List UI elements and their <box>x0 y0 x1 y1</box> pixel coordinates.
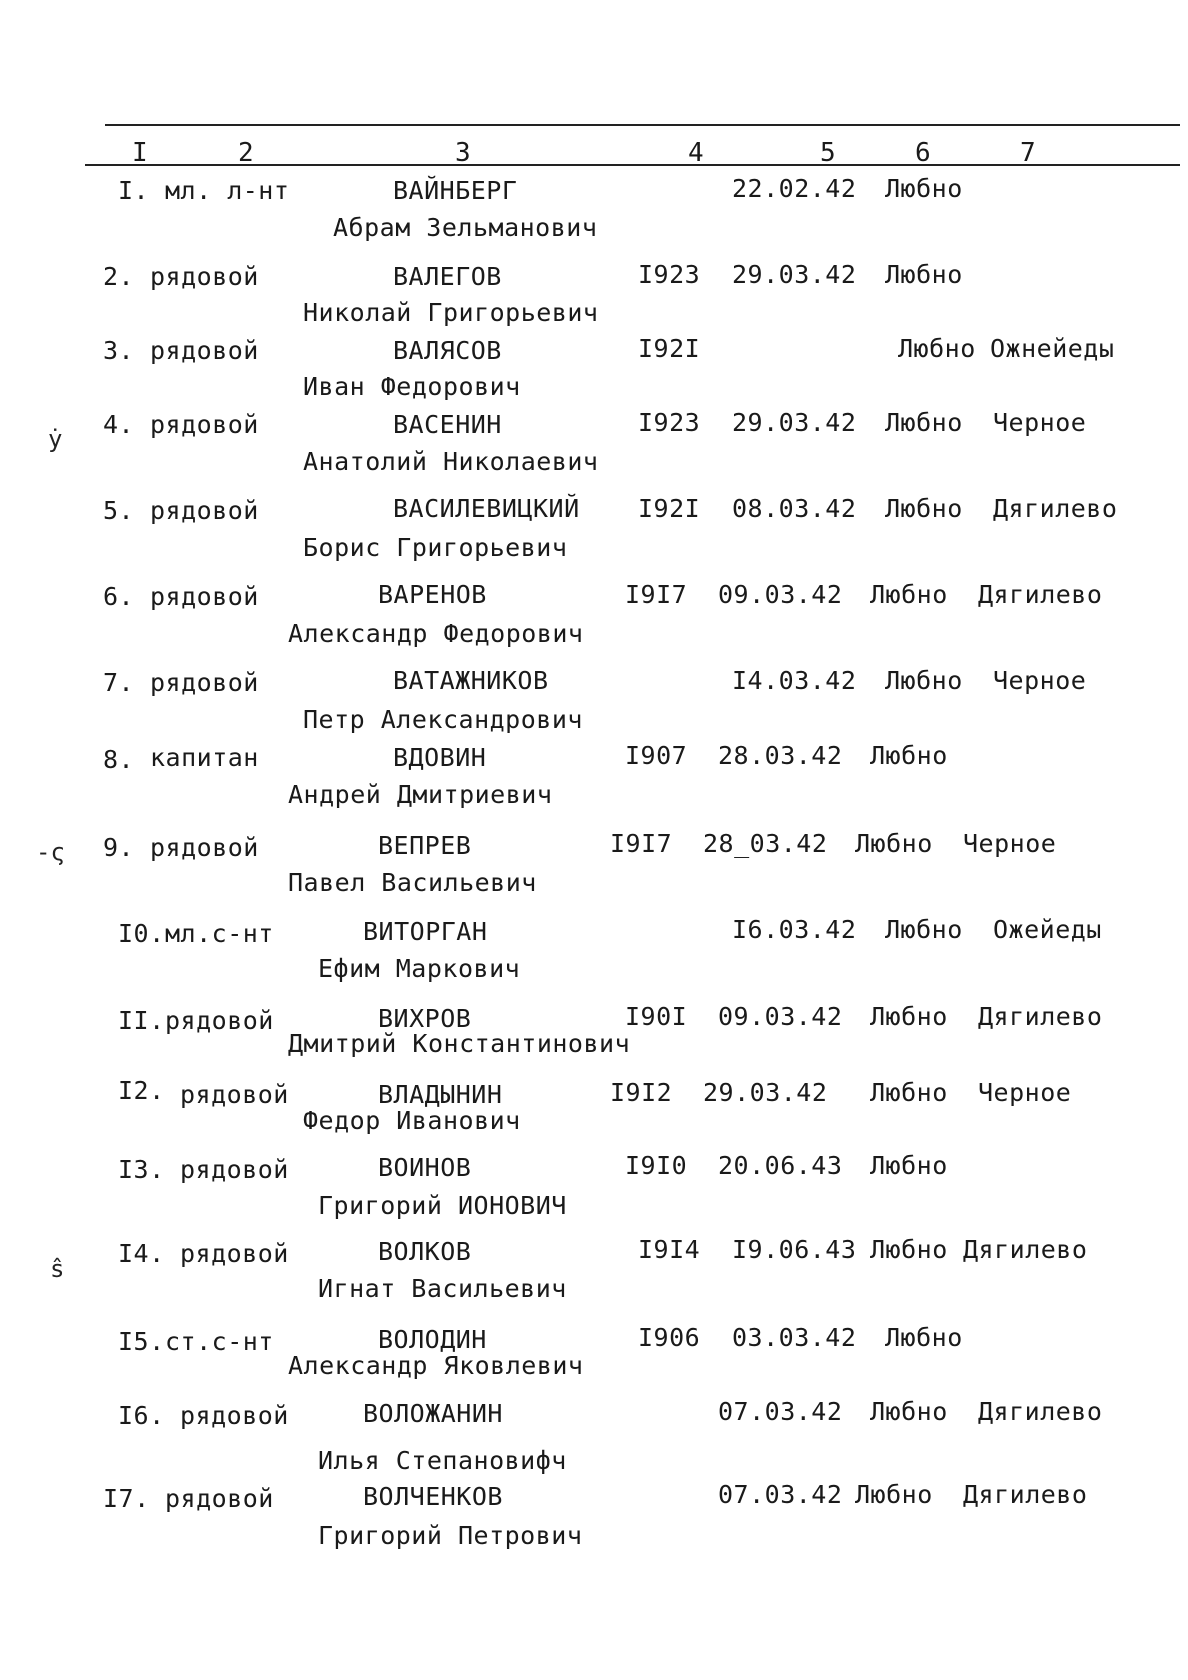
row-rank: рядовой <box>180 1239 289 1268</box>
row-number: I3. <box>118 1155 165 1184</box>
row-surname: ВАТАЖНИКОВ <box>393 666 549 695</box>
row-given-name: Абрам Зельманович <box>333 213 598 242</box>
row-rank: рядовой <box>150 496 259 525</box>
row-place: Любно <box>870 741 948 770</box>
row-given-name: Александр Федорович <box>288 619 584 648</box>
row-number: 4. <box>103 410 135 439</box>
column-header-6: 6 <box>915 138 931 168</box>
row-year: I92I <box>638 334 701 363</box>
column-header-7: 7 <box>1020 138 1036 168</box>
row-date: 03.03.42 <box>732 1323 857 1352</box>
row-date: I4.03.42 <box>732 666 857 695</box>
row-rank: рядовой <box>150 336 259 365</box>
row-rank: рядовой <box>180 1155 289 1184</box>
row-date: 29.03.42 <box>732 408 857 437</box>
row-surname: ВОЛКОВ <box>378 1237 472 1266</box>
row-year: I907 <box>625 741 688 770</box>
row-burial: Дягилево <box>963 1235 1088 1264</box>
row-number: 3. <box>103 336 135 365</box>
row-given-name: Ефим Маркович <box>318 954 521 983</box>
column-header-3: 3 <box>455 138 471 168</box>
row-burial: Черное <box>993 666 1087 695</box>
row-place: Любно <box>885 408 963 437</box>
row-date: I9.06.43 <box>732 1235 857 1264</box>
row-number: 9. <box>103 833 135 862</box>
margin-mark: ŝ <box>50 1255 65 1283</box>
row-date: 09.03.42 <box>718 580 843 609</box>
margin-mark: -ς <box>36 838 65 866</box>
row-rank: рядовой <box>150 833 259 862</box>
row-place: Любно <box>870 1002 948 1031</box>
row-surname: ВАЛЯСОВ <box>393 336 502 365</box>
row-given-name: Павел Васильевич <box>288 868 537 897</box>
row-date: 28.03.42 <box>718 741 843 770</box>
row-number: 5. <box>103 496 135 525</box>
row-rank: рядовой <box>165 1484 274 1513</box>
row-rank: мл. л-нт <box>165 176 290 205</box>
row-date: 29.03.42 <box>703 1078 828 1107</box>
row-year: I9I4 <box>638 1235 701 1264</box>
row-rank: рядовой <box>180 1080 289 1109</box>
row-date: 08.03.42 <box>732 494 857 523</box>
row-surname: ВДОВИН <box>393 743 487 772</box>
row-number: I7. <box>103 1484 150 1513</box>
row-number: II. <box>118 1006 165 1035</box>
row-year: I906 <box>638 1323 701 1352</box>
row-burial: Дягилево <box>978 1002 1103 1031</box>
column-header-1: I <box>132 138 148 168</box>
row-given-name: Игнат Васильевич <box>318 1274 567 1303</box>
row-burial: Ожейеды <box>993 915 1102 944</box>
row-place: Любно <box>898 334 976 363</box>
row-given-name: Николай Григорьевич <box>303 298 599 327</box>
row-burial: Черное <box>993 408 1087 437</box>
row-year: I9I7 <box>625 580 688 609</box>
row-given-name: Илья Степановифч <box>318 1446 567 1475</box>
row-burial: Дягилево <box>993 494 1118 523</box>
margin-mark: ẏ <box>48 425 63 453</box>
row-given-name: Иван Федорович <box>303 372 521 401</box>
row-year: I923 <box>638 260 701 289</box>
row-rank: рядовой <box>165 1006 274 1035</box>
row-year: I90I <box>625 1002 688 1031</box>
row-given-name: Андрей Дмитриевич <box>288 780 553 809</box>
row-number: 6. <box>103 582 135 611</box>
column-header-4: 4 <box>688 138 704 168</box>
row-place: Любно <box>855 829 933 858</box>
row-surname: ВОЛЧЕНКОВ <box>363 1482 503 1511</box>
row-burial: Ожнейеды <box>990 334 1115 363</box>
row-burial: Дягилево <box>978 1397 1103 1426</box>
row-rank: мл.с-нт <box>165 919 274 948</box>
row-place: Любно <box>885 260 963 289</box>
row-given-name: Григорий Петрович <box>318 1521 583 1550</box>
row-number: I4. <box>118 1239 165 1268</box>
row-given-name: Борис Григорьевич <box>303 533 568 562</box>
row-place: Любно <box>885 494 963 523</box>
row-date: I6.03.42 <box>732 915 857 944</box>
row-burial: Дягилево <box>963 1480 1088 1509</box>
row-place: Любно <box>885 666 963 695</box>
row-rank: рядовой <box>150 582 259 611</box>
row-date: 07.03.42 <box>718 1480 843 1509</box>
row-place: Любно <box>870 1078 948 1107</box>
row-given-name: Дмитрий Константинович <box>288 1029 631 1058</box>
row-place: Любно <box>870 1151 948 1180</box>
row-number: I. <box>118 176 150 205</box>
row-year: I92I <box>638 494 701 523</box>
row-place: Любно <box>870 1397 948 1426</box>
row-rank: ст.с-нт <box>165 1327 274 1356</box>
column-header-2: 2 <box>238 138 254 168</box>
row-place: Любно <box>885 1323 963 1352</box>
row-surname: ВЕПРЕВ <box>378 831 472 860</box>
row-rank: рядовой <box>150 668 259 697</box>
row-surname: ВИТОРГАН <box>363 917 488 946</box>
row-surname: ВАЙНБЕРГ <box>393 176 518 205</box>
row-rank: рядовой <box>150 262 259 291</box>
row-surname: ВОЛОДИН <box>378 1325 487 1354</box>
row-number: 2. <box>103 262 135 291</box>
row-place: Любно <box>885 174 963 203</box>
row-surname: ВАСЕНИН <box>393 410 502 439</box>
row-number: I5. <box>118 1327 165 1356</box>
row-given-name: Александр Яковлевич <box>288 1351 584 1380</box>
row-year: I9I7 <box>610 829 673 858</box>
row-number: I2. <box>118 1076 165 1105</box>
row-surname: ВЛАДЫНИН <box>378 1080 503 1109</box>
row-place: Любно <box>870 580 948 609</box>
row-number: I6. <box>118 1401 165 1430</box>
row-year: I9I0 <box>625 1151 688 1180</box>
row-place: Любно <box>885 915 963 944</box>
row-date: 09.03.42 <box>718 1002 843 1031</box>
row-date: 07.03.42 <box>718 1397 843 1426</box>
row-rank: рядовой <box>180 1401 289 1430</box>
row-place: Любно <box>870 1235 948 1264</box>
row-date: 28_03.42 <box>703 829 828 858</box>
row-rank: рядовой <box>150 410 259 439</box>
row-date: 29.03.42 <box>732 260 857 289</box>
row-burial: Дягилево <box>978 580 1103 609</box>
row-surname: ВОИНОВ <box>378 1153 472 1182</box>
row-given-name: Петр Александрович <box>303 705 583 734</box>
row-rank: капитан <box>150 743 259 772</box>
row-given-name: Федор Иванович <box>303 1106 521 1135</box>
row-given-name: Анатолий Николаевич <box>303 447 599 476</box>
header-rule-top <box>105 124 1180 126</box>
row-year: I923 <box>638 408 701 437</box>
row-number: I0. <box>118 919 165 948</box>
row-surname: ВОЛОЖАНИН <box>363 1399 503 1428</box>
row-number: 7. <box>103 668 135 697</box>
row-surname: ВАЛЕГОВ <box>393 262 502 291</box>
row-place: Любно <box>855 1480 933 1509</box>
row-burial: Черное <box>963 829 1057 858</box>
row-surname: ВАРЕНОВ <box>378 580 487 609</box>
row-year: I9I2 <box>610 1078 673 1107</box>
column-header-5: 5 <box>820 138 836 168</box>
row-number: 8. <box>103 745 135 774</box>
row-date: 20.06.43 <box>718 1151 843 1180</box>
row-surname: ВИХРОВ <box>378 1004 472 1033</box>
row-given-name: Григорий ИОНОВИЧ <box>318 1191 567 1220</box>
row-date: 22.02.42 <box>732 174 857 203</box>
row-surname: ВАСИЛЕВИЦКИЙ <box>393 494 580 523</box>
row-burial: Черное <box>978 1078 1072 1107</box>
